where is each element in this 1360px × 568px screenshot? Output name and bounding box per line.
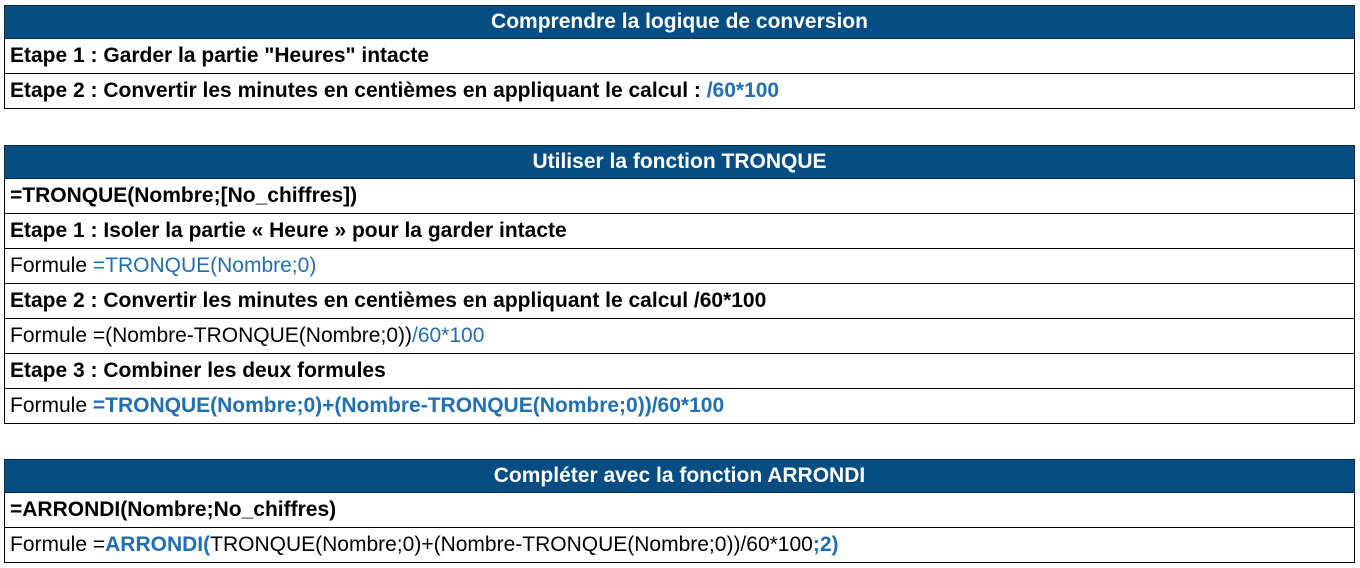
formula-label: Formule — [10, 394, 93, 417]
formula-2-value: =(Nombre-TRONQUE(Nombre;0)) — [92, 324, 412, 347]
section-header: Utiliser la fonction TRONQUE — [4, 145, 1355, 179]
section-header: Compléter avec la fonction ARRONDI — [4, 459, 1355, 493]
formula-body: TRONQUE(Nombre;0)+(Nombre-TRONQUE(Nombre;0))/60*100 — [210, 533, 813, 556]
formula-prefix: = — [92, 533, 106, 556]
syntax-row — [4, 179, 1355, 214]
step-2-row — [4, 74, 1355, 109]
step-1-text: Etape 1 : Isoler la partie « Heure » pour la garder intacte — [10, 219, 567, 242]
step-1-row — [4, 214, 1355, 249]
syntax-text: =ARRONDI(Nombre;No_chiffres) — [10, 498, 337, 521]
formula-2-calc: /60*100 — [411, 324, 485, 347]
formula-label: Formule — [10, 533, 93, 556]
step-3-text: Etape 3 : Combiner les deux formules — [10, 359, 386, 382]
formula-1-value: =TRONQUE(Nombre;0) — [92, 254, 317, 277]
step-2-calc: /60*100 — [706, 79, 780, 102]
step-3-row — [4, 354, 1355, 389]
formula-func: ARRONDI( — [105, 533, 211, 556]
formula-3-value: =TRONQUE(Nombre;0)+(Nombre-TRONQUE(Nombre;0))/60*100 — [92, 394, 725, 417]
formula-suffix: ;2) — [812, 533, 839, 556]
section-conversion-logic — [4, 5, 1355, 109]
step-1-text: Etape 1 : Garder la partie "Heures" intacte — [10, 44, 430, 67]
formula-2-row — [4, 319, 1355, 354]
syntax-text: =TRONQUE(Nombre;[No_chiffres]) — [10, 184, 358, 207]
step-2-row — [4, 284, 1355, 319]
formula-row — [4, 528, 1355, 563]
step-1-row — [4, 39, 1355, 74]
formula-3-row — [4, 389, 1355, 424]
syntax-row — [4, 493, 1355, 528]
section-arrondi — [4, 459, 1355, 563]
formula-label: Formule — [10, 324, 93, 347]
section-header: Comprendre la logique de conversion — [4, 5, 1355, 39]
formula-label: Formule — [10, 254, 93, 277]
formula-1-row — [4, 249, 1355, 284]
section-tronque — [4, 145, 1355, 424]
step-2-text: Etape 2 : Convertir les minutes en centièmes en appliquant le calcul : — [10, 79, 707, 102]
step-2-text: Etape 2 : Convertir les minutes en centièmes en appliquant le calcul /60*100 — [10, 289, 767, 312]
